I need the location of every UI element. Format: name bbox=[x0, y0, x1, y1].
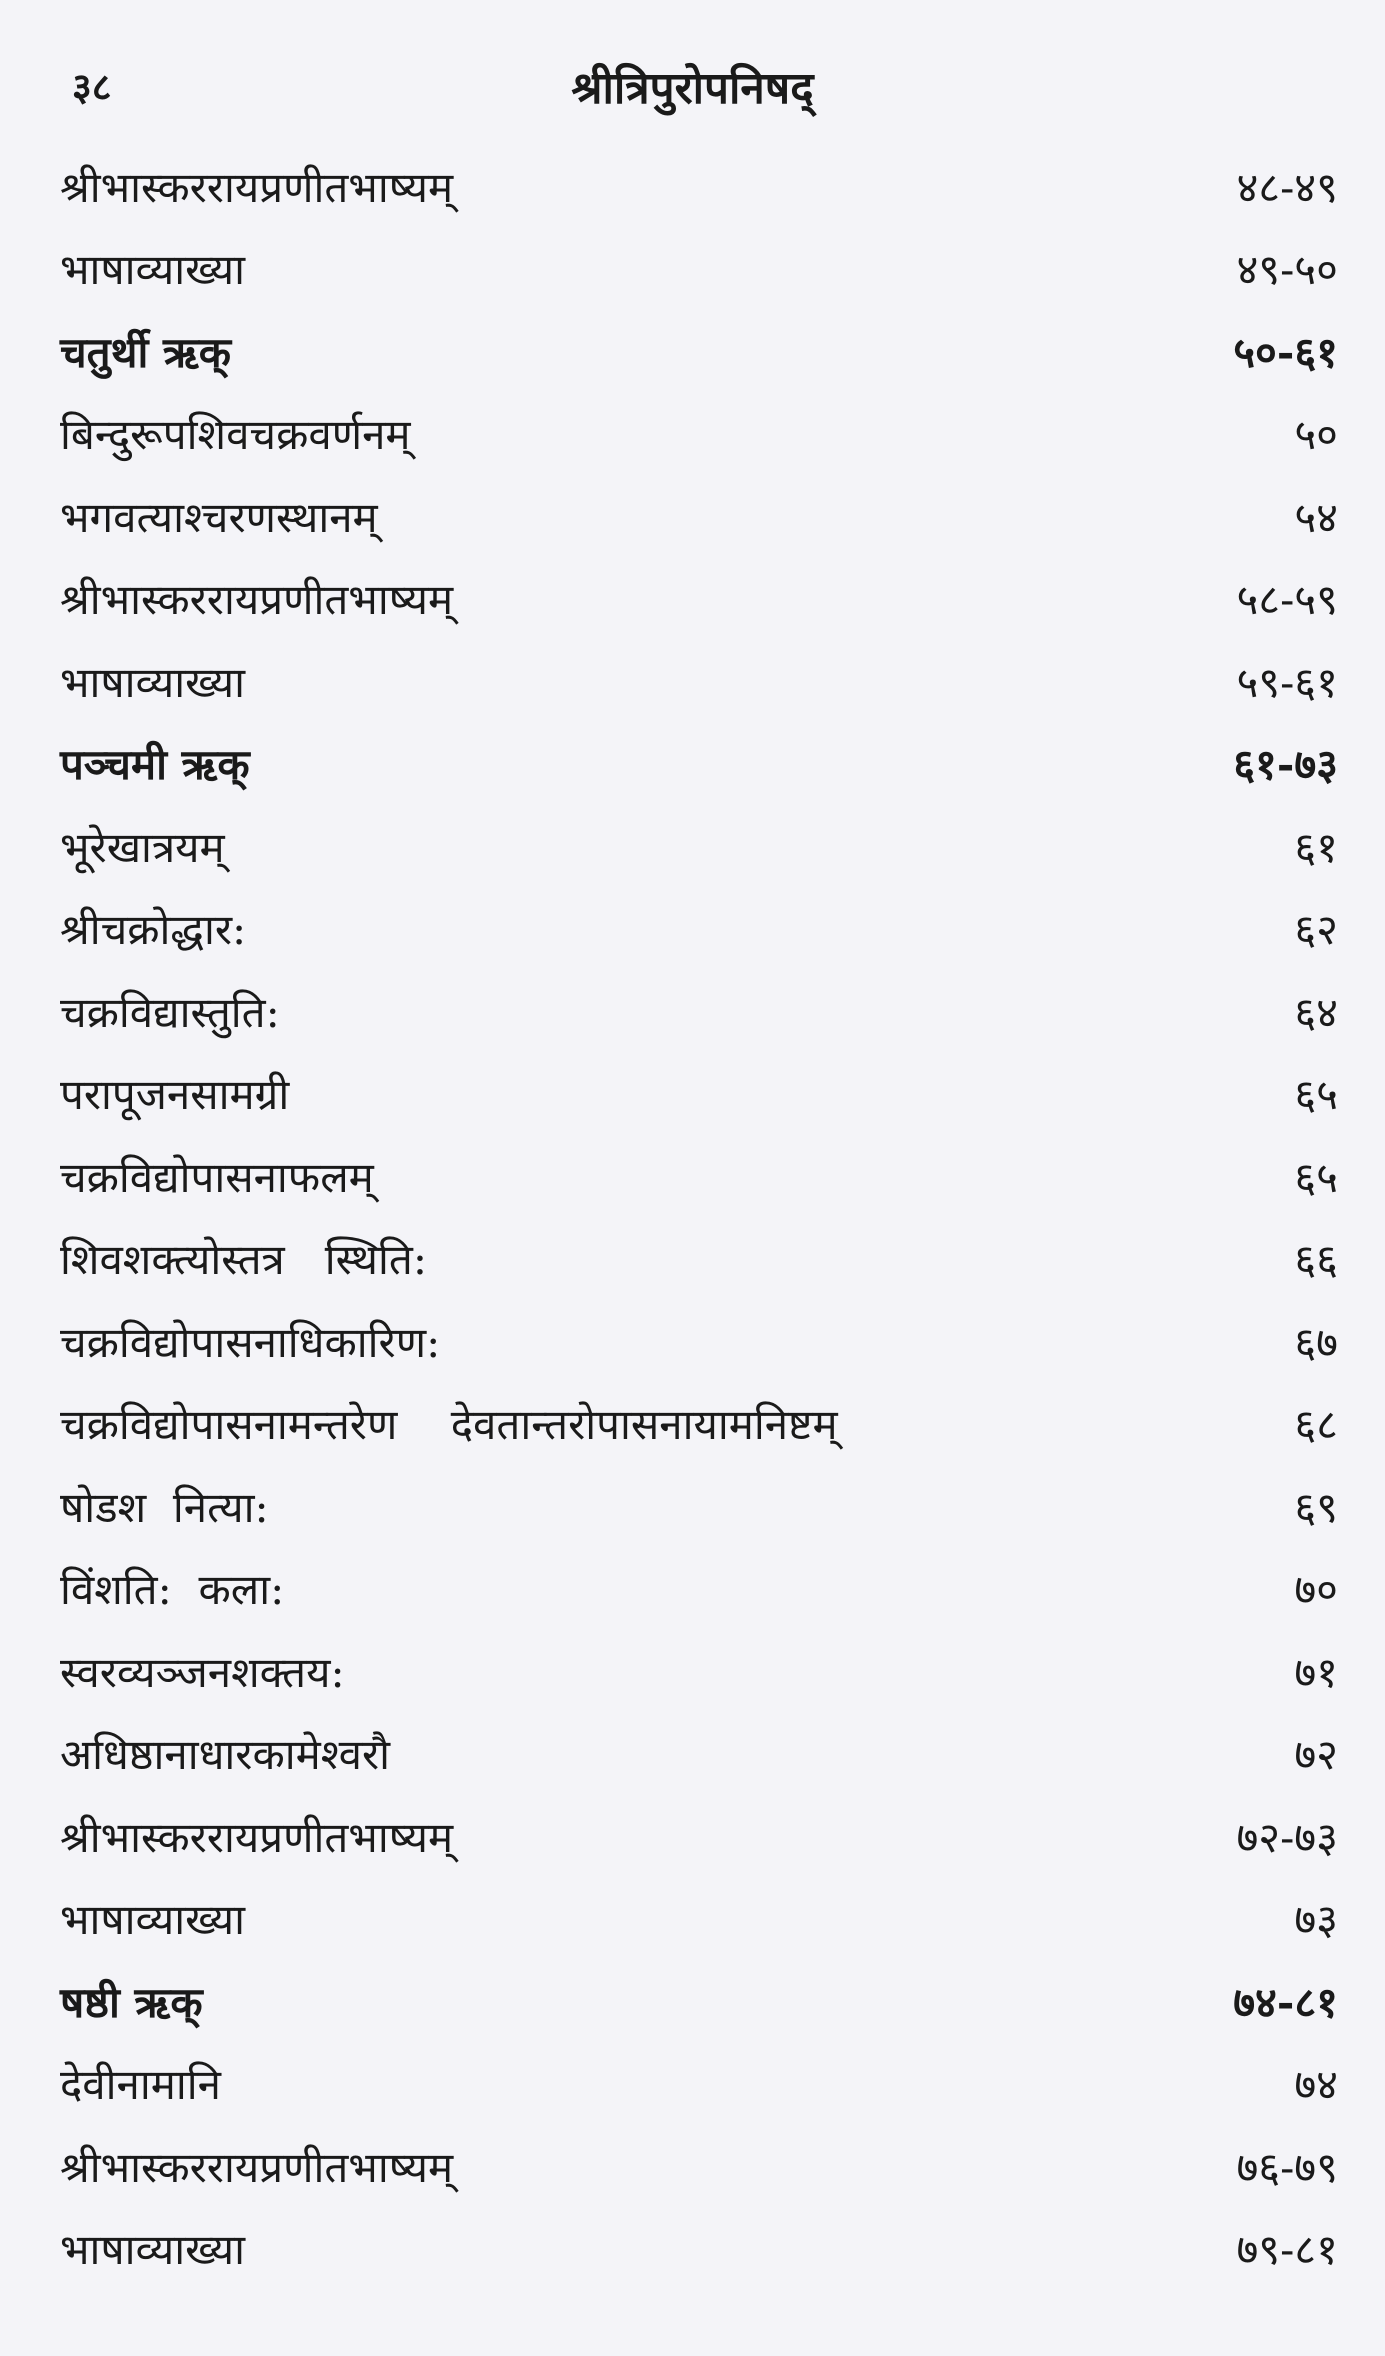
toc-entry-title: पञ्चमी ऋक् bbox=[60, 740, 250, 790]
toc-entry bbox=[60, 2043, 1340, 2126]
toc-entry-pages: ७३ bbox=[1294, 1895, 1338, 1945]
toc-entry-title: अधिष्ठानाधारकामेश्वरौ bbox=[60, 1730, 390, 1780]
toc-entry-title: स्वरव्यञ्जनशक्तय: bbox=[60, 1647, 345, 1697]
toc-entry-pages: ७२ bbox=[1294, 1730, 1338, 1780]
toc-entry-pages: ६६ bbox=[1294, 1235, 1338, 1285]
toc-entry-pages: ६८ bbox=[1294, 1400, 1338, 1450]
page-number: ३८ bbox=[72, 64, 112, 109]
toc-entry-pages: ५९-६१ bbox=[1236, 657, 1338, 707]
toc-entry bbox=[60, 145, 1340, 228]
page-header bbox=[0, 52, 1385, 132]
toc-entry-title: भाषाव्याख्या bbox=[60, 1895, 245, 1945]
toc-entry-title: श्रीचक्रोद्धार: bbox=[60, 905, 247, 955]
toc-entry-title: चतुर्थी ऋक् bbox=[60, 327, 232, 377]
toc-entry-title: परापूजनसामग्री bbox=[60, 1070, 290, 1120]
toc-section-heading bbox=[60, 310, 1340, 393]
toc-entry-title: भाषाव्याख्या bbox=[60, 2225, 245, 2275]
toc-entry-pages: ६५ bbox=[1294, 1152, 1338, 1202]
toc-entry-pages: ७४-८१ bbox=[1233, 1977, 1338, 2027]
toc-entry-title: षोडश नित्या: bbox=[60, 1482, 269, 1532]
toc-entry bbox=[60, 1878, 1340, 1961]
toc-entry-title: भाषाव्याख्या bbox=[60, 657, 245, 707]
toc-entry-pages: ४९-५० bbox=[1236, 245, 1338, 295]
toc-entry-pages: ५०-६१ bbox=[1233, 327, 1338, 377]
toc-entry bbox=[60, 1795, 1340, 1878]
toc-entry-pages: ६५ bbox=[1294, 1070, 1338, 1120]
toc-entry-pages: ७४ bbox=[1294, 2060, 1338, 2110]
toc-entry bbox=[60, 2125, 1340, 2208]
toc-entry-pages: ६९ bbox=[1294, 1482, 1338, 1532]
toc-entry-title: भूरेखात्रयम् bbox=[60, 822, 225, 872]
toc-entry bbox=[60, 1630, 1340, 1713]
toc-entry-pages: ६२ bbox=[1294, 905, 1338, 955]
toc-entry bbox=[60, 970, 1340, 1053]
toc-entry bbox=[60, 1218, 1340, 1301]
toc-entry-pages: ७२-७३ bbox=[1236, 1812, 1338, 1862]
toc-entry-pages: ५४ bbox=[1294, 492, 1338, 542]
toc-entry-title: देवीनामानि bbox=[60, 2060, 221, 2110]
toc-entry-title: चक्रविद्योपासनाधिकारिण: bbox=[60, 1317, 441, 1367]
toc-entry-pages: ७० bbox=[1294, 1565, 1338, 1615]
toc-entry bbox=[60, 888, 1340, 971]
toc-entry-title: षष्ठी ऋक् bbox=[60, 1977, 203, 2027]
toc-entry-pages: ६१ bbox=[1294, 822, 1338, 872]
table-of-contents bbox=[60, 145, 1340, 2290]
toc-entry-pages: ६७ bbox=[1294, 1317, 1338, 1367]
toc-entry bbox=[60, 1135, 1340, 1218]
toc-entry bbox=[60, 2208, 1340, 2291]
toc-entry-title: बिन्दुरूपशिवचक्रवर्णनम् bbox=[60, 410, 411, 460]
toc-entry-pages: ४८-४९ bbox=[1236, 162, 1338, 212]
toc-entry bbox=[60, 393, 1340, 476]
toc-entry-title: श्रीभास्कररायप्रणीतभाष्यम् bbox=[60, 162, 454, 212]
toc-entry-title: श्रीभास्कररायप्रणीतभाष्यम् bbox=[60, 1812, 454, 1862]
toc-entry bbox=[60, 1300, 1340, 1383]
toc-entry-pages: ७६-७९ bbox=[1236, 2142, 1338, 2192]
running-title: श्रीत्रिपुरोपनिषद् bbox=[571, 63, 814, 114]
toc-entry-pages: ७१ bbox=[1294, 1647, 1338, 1697]
toc-entry-title: भगवत्याश्चरणस्थानम् bbox=[60, 492, 378, 542]
toc-entry-title: चक्रविद्योपासनाफलम् bbox=[60, 1152, 374, 1202]
toc-entry bbox=[60, 228, 1340, 311]
toc-entry-title: भाषाव्याख्या bbox=[60, 245, 245, 295]
toc-entry bbox=[60, 1053, 1340, 1136]
toc-entry bbox=[60, 558, 1340, 641]
toc-entry-pages: ५० bbox=[1294, 410, 1338, 460]
toc-entry bbox=[60, 1383, 1340, 1466]
toc-entry bbox=[60, 640, 1340, 723]
toc-entry-title: चक्रविद्यास्तुति: bbox=[60, 987, 280, 1037]
toc-section-heading bbox=[60, 723, 1340, 806]
toc-entry-pages: ७९-८१ bbox=[1236, 2225, 1338, 2275]
toc-entry bbox=[60, 475, 1340, 558]
toc-entry bbox=[60, 1465, 1340, 1548]
toc-entry bbox=[60, 1548, 1340, 1631]
toc-entry-title: श्रीभास्कररायप्रणीतभाष्यम् bbox=[60, 575, 454, 625]
toc-entry-title: चक्रविद्योपासनामन्तरेण देवतान्तरोपासनायामनिष्टम् bbox=[60, 1400, 838, 1450]
toc-entry-title: श्रीभास्कररायप्रणीतभाष्यम् bbox=[60, 2142, 454, 2192]
toc-entry-pages: ६१-७३ bbox=[1233, 740, 1338, 790]
toc-section-heading bbox=[60, 1960, 1340, 2043]
toc-entry-pages: ५८-५९ bbox=[1236, 575, 1338, 625]
toc-entry bbox=[60, 1713, 1340, 1796]
toc-entry-title: शिवशक्त्योस्तत्र स्थिति: bbox=[60, 1235, 427, 1285]
toc-entry-title: विंशति: कला: bbox=[60, 1565, 285, 1615]
toc-entry-pages: ६४ bbox=[1294, 987, 1338, 1037]
toc-entry bbox=[60, 805, 1340, 888]
